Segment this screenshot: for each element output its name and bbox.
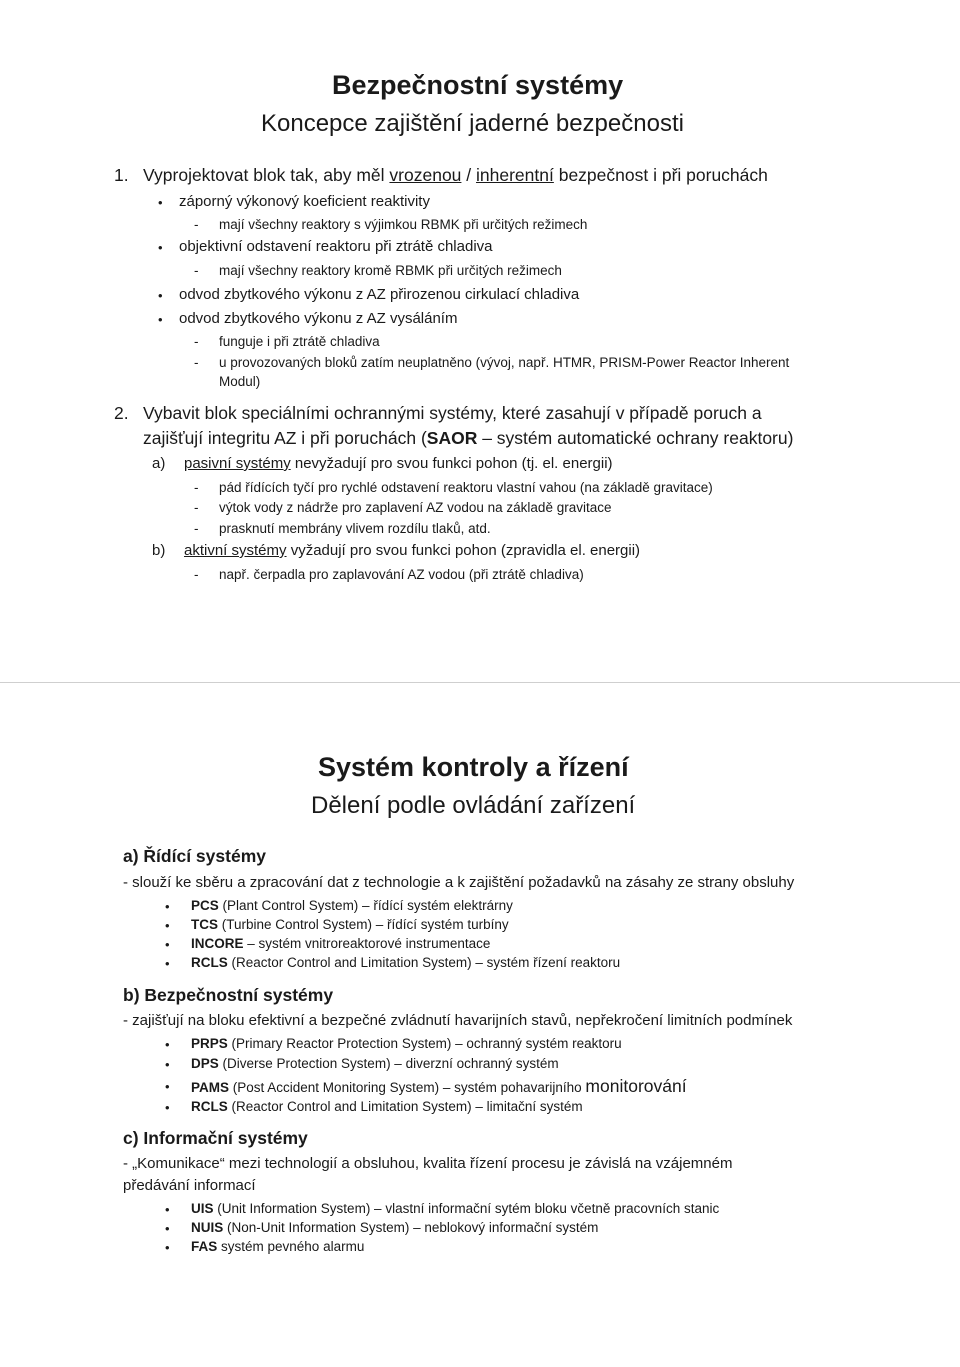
section-c-heading: c) Informační systémy: [123, 1128, 308, 1148]
sub-b-d1: např. čerpadla pro zaplavování AZ vodou (při ztrátě chladiva): [219, 567, 584, 582]
item2a-rest: nevyžadují pro svou funkci pohon (tj. el. energii): [290, 455, 613, 472]
item1-post: bezpečnost i při poruchách: [553, 165, 768, 185]
abbr-rcls: RCLS: [191, 955, 228, 970]
sub-b4-d2-line2: Modul): [219, 374, 261, 389]
item2-line2-post: – systém automatické ochrany reaktoru): [477, 428, 794, 448]
section-a-heading: a) Řídící systémy: [123, 846, 266, 866]
dash-icon: -: [194, 480, 199, 495]
item-text: (Post Accident Monitoring System) – systém pohavarijního: [229, 1080, 586, 1095]
item-text: (Primary Reactor Protection System) – ochranný systém reaktoru: [227, 1036, 622, 1051]
slide1-subtitle: Koncepce zajištění jaderné bezpečnosti: [261, 110, 684, 137]
slide-divider: [0, 682, 960, 683]
item2-line2-pre: zajišťují integritu AZ i při poruchách (: [143, 428, 427, 448]
slide2-title: Systém kontroly a řízení: [318, 752, 629, 782]
dash-icon: -: [194, 334, 199, 349]
item-text: (Plant Control System) – řídící systém elektrárny: [218, 898, 513, 913]
bullet-icon: •: [165, 937, 170, 952]
abbr-tcs: TCS: [191, 917, 218, 932]
item2b-rest: vyžadují pro svou funkci pohon (zpravidla el. energii): [286, 542, 641, 559]
item1-underline-inherentni: inherentní: [476, 165, 554, 185]
bullet-icon: •: [158, 288, 163, 303]
slide1-title: Bezpečnostní systémy: [332, 70, 624, 100]
sub-b1-d1: mají všechny reaktory s výjimkou RBMK při určitých režimech: [219, 217, 588, 232]
bullet-icon: •: [165, 956, 170, 971]
section-a-item-incore: [191, 936, 490, 951]
abbr-prps: PRPS: [191, 1036, 228, 1051]
slide2-subtitle: Dělení podle ovládání zařízení: [311, 792, 636, 819]
slide-control-systems: [0, 684, 960, 1367]
item2b-label: b): [152, 542, 166, 559]
item2b-underline: aktivní systémy: [184, 542, 287, 559]
bullet-icon: •: [165, 899, 170, 914]
bullet-icon: •: [165, 1240, 170, 1255]
item2-line1: Vybavit blok speciálními ochrannými systémy, které zasahují v případě poruch a: [143, 403, 762, 423]
item1-underline-vrozenou: vrozenou: [389, 165, 462, 185]
item1-mid: /: [461, 165, 477, 185]
dash-icon: -: [194, 263, 199, 278]
item2a-label: a): [152, 455, 166, 472]
section-b-heading: b) Bezpečnostní systémy: [123, 985, 334, 1005]
item2-number: 2.: [114, 403, 129, 423]
section-b-item-dps: [191, 1056, 559, 1071]
section-b-desc: - zajišťují na bloku efektivní a bezpečné zvládnutí havarijních stavů, nepřekročení limitních podmínek: [123, 1012, 793, 1029]
section-c-desc-line2: předávání informací: [123, 1177, 256, 1194]
bullet-icon: •: [165, 1221, 170, 1236]
sub-b2-d1: mají všechny reaktory kromě RBMK při určitých režimech: [219, 263, 562, 278]
section-b-item-prps: [191, 1036, 622, 1051]
section-c-item-nuis: [191, 1220, 598, 1235]
sub-a-d3: prasknutí membrány vlivem rozdílu tlaků, atd.: [219, 521, 491, 536]
bullet-icon: •: [165, 1202, 170, 1217]
item1-number: 1.: [114, 165, 129, 185]
bullet-icon: •: [158, 195, 163, 210]
abbr-rcls: RCLS: [191, 1099, 228, 1114]
slide-safety-systems: [0, 0, 960, 683]
section-a-item-pcs: [191, 898, 513, 913]
section-a-item-tcs: [191, 917, 509, 932]
bullet-b4: odvod zbytkového výkonu z AZ vysáláním: [179, 310, 458, 327]
section-c-desc-line1: - „Komunikace“ mezi technologií a obsluhou, kvalita řízení procesu je závislá na vzájemném: [123, 1155, 733, 1172]
item-text: (Reactor Control and Limitation System) – limitační systém: [227, 1099, 583, 1114]
item2a-underline: pasivní systémy: [184, 455, 291, 472]
item2-saor: SAOR: [426, 428, 478, 448]
item2b-text: [184, 542, 640, 559]
bullet-icon: •: [165, 1079, 170, 1094]
item-text-monitorovani: monitorování: [585, 1076, 687, 1096]
item-text: (Reactor Control and Limitation System) – systém řízení reaktoru: [227, 955, 621, 970]
bullet-b1: záporný výkonový koeficient reaktivity: [179, 193, 430, 210]
sub-a-d2: výtok vody z nádrže pro zaplavení AZ vodou na základě gravitace: [219, 500, 612, 515]
bullet-icon: •: [165, 1100, 170, 1115]
abbr-dps: DPS: [191, 1056, 219, 1071]
abbr-uis: UIS: [191, 1201, 214, 1216]
dash-icon: -: [194, 567, 199, 582]
dash-icon: -: [194, 521, 199, 536]
item1-text: [143, 165, 768, 186]
section-b-item-pams: [191, 1076, 687, 1097]
section-c-item-fas: [191, 1239, 364, 1254]
item-text: – systém vnitroreaktorové instrumentace: [243, 936, 491, 951]
abbr-incore: INCORE: [191, 936, 244, 951]
abbr-fas: FAS: [191, 1239, 218, 1254]
bullet-icon: •: [165, 1037, 170, 1052]
bullet-b2: objektivní odstavení reaktoru při ztrátě chladiva: [179, 238, 493, 255]
sub-a-d1: pád řídících tyčí pro rychlé odstavení reaktoru vlastní vahou (na základě gravitace): [219, 480, 713, 495]
sub-b4-d2-line1: u provozovaných bloků zatím neuplatněno (vývoj, např. HTMR, PRISM-Power Reactor Inherent: [219, 355, 790, 370]
item-text: (Turbine Control System) – řídící systém turbíny: [218, 917, 509, 932]
item-text: (Non-Unit Information System) – neblokový informační systém: [223, 1220, 599, 1235]
bullet-b3: odvod zbytkového výkonu z AZ přirozenou cirkulací chladiva: [179, 286, 580, 303]
abbr-pcs: PCS: [191, 898, 219, 913]
bullet-icon: •: [158, 312, 163, 327]
bullet-icon: •: [165, 1057, 170, 1072]
section-a-item-rcls: [191, 955, 620, 970]
item2a-text: [184, 455, 613, 472]
item-text: (Unit Information System) – vlastní informační sytém bloku včetně pracovních stanic: [213, 1201, 720, 1216]
item2-line2: [143, 428, 793, 449]
item1-pre: Vyprojektovat blok tak, aby měl: [143, 165, 390, 185]
dash-icon: -: [194, 500, 199, 515]
dash-icon: -: [194, 355, 199, 370]
bullet-icon: •: [158, 240, 163, 255]
item-text: (Diverse Protection System) – diverzní ochranný systém: [218, 1056, 559, 1071]
section-b-item-rcls: [191, 1099, 583, 1114]
bullet-icon: •: [165, 918, 170, 933]
abbr-pams: PAMS: [191, 1080, 230, 1095]
section-c-item-uis: [191, 1201, 719, 1216]
item-text: systém pevného alarmu: [217, 1239, 365, 1254]
section-a-desc: - slouží ke sběru a zpracování dat z technologie a k zajištění požadavků na zásahy ze strany obsluhy: [123, 874, 795, 891]
dash-icon: -: [194, 217, 199, 232]
abbr-nuis: NUIS: [191, 1220, 224, 1235]
sub-b4-d1: funguje i při ztrátě chladiva: [219, 334, 380, 349]
